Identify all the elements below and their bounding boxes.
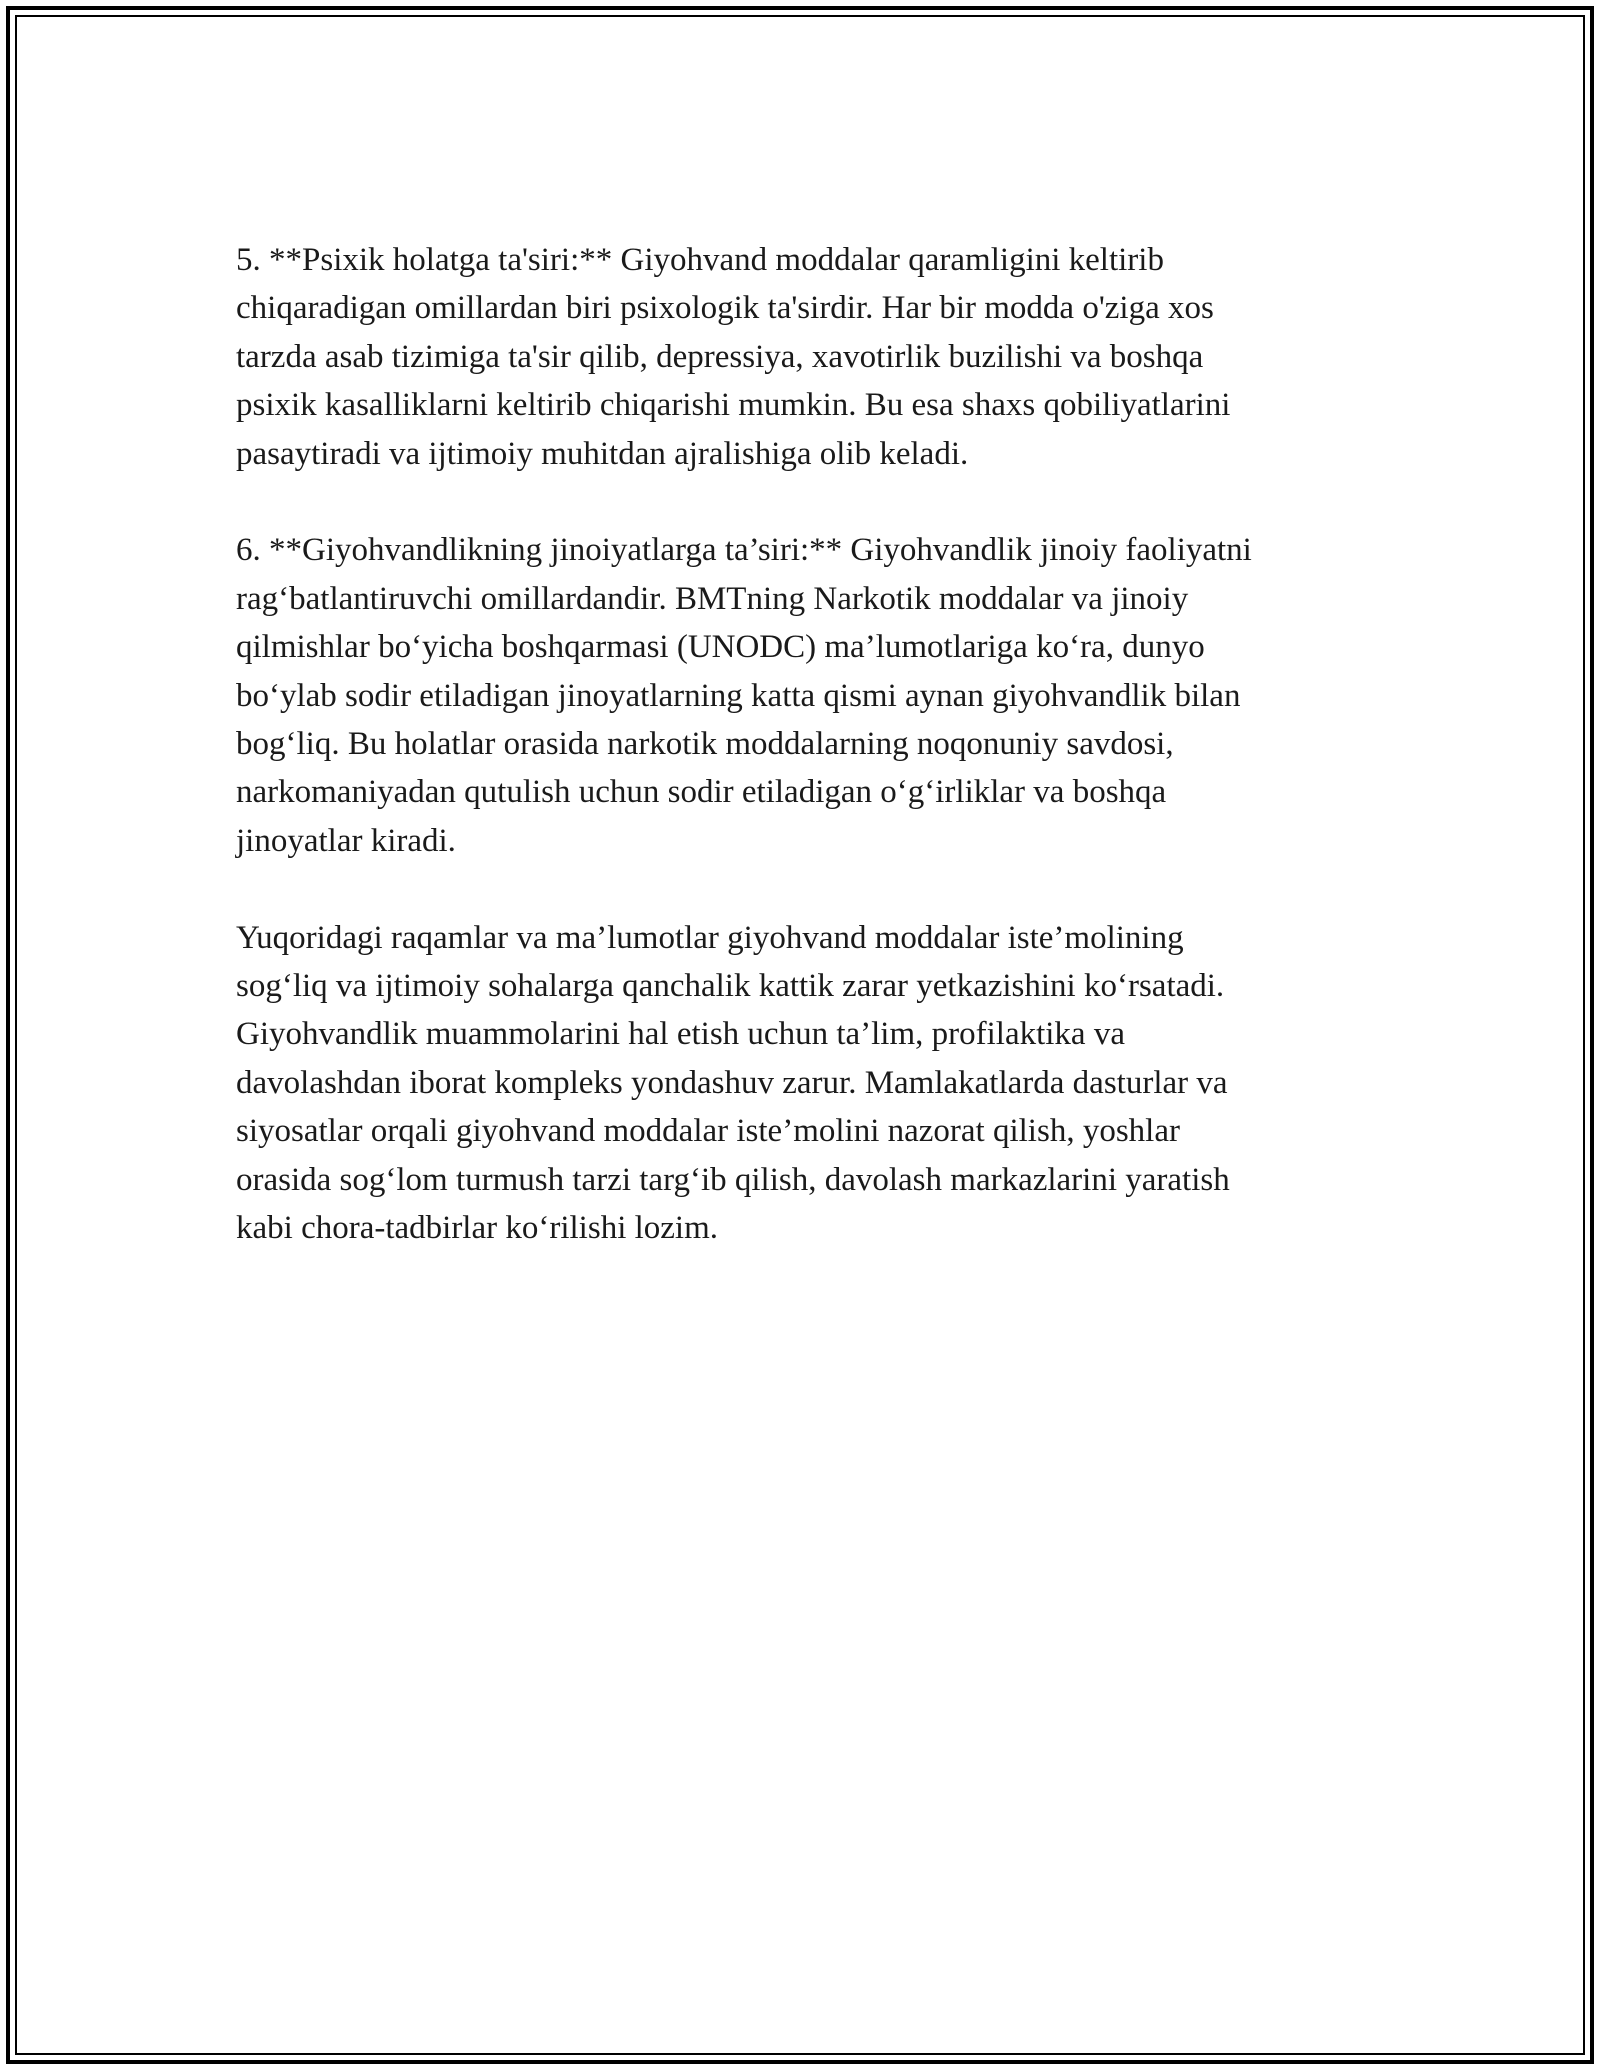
paragraph-conclusion xyxy=(236,914,1376,1253)
document-body xyxy=(236,236,1376,1301)
text-line: tarzda asab tizimiga ta'sir qilib, depressiya, xavotirlik buzilishi va boshqa xyxy=(236,338,1204,375)
text-line: rag‘batlantiruvchi omillardandir. BMTning Narkotik moddalar va jinoiy xyxy=(236,580,1189,617)
text-line: pasaytiradi va ijtimoiy muhitdan ajralishiga olib keladi. xyxy=(236,435,969,472)
text-line: bog‘liq. Bu holatlar orasida narkotik moddalarning noqonuniy savdosi, xyxy=(236,726,1174,763)
text-line: 6. **Giyohvandlikning jinoiyatlarga ta’siri:** Giyohvandlik jinoiy faoliyatni xyxy=(236,532,1252,569)
text-line: psixik kasalliklarni keltirib chiqarishi mumkin. Bu esa shaxs qobiliyatlarini xyxy=(236,387,1231,424)
text-line: 5. **Psixik holatga ta'siri:** Giyohvand moddalar qaramligini keltirib xyxy=(236,242,1164,278)
text-line: qilmishlar bo‘yicha boshqarmasi (UNODC) ma’lumotlariga ko‘ra, dunyo xyxy=(236,629,1205,666)
text-line: kabi chora-tadbirlar ko‘rilishi lozim. xyxy=(236,1210,719,1247)
text-line: Yuqoridagi raqamlar va ma’lumotlar giyohvand moddalar iste’molining xyxy=(236,919,1184,956)
text-line: siyosatlar orqali giyohvand moddalar iste’molini nazorat qilish, yoshlar xyxy=(236,1113,1180,1150)
text-line: jinoyatlar kiradi. xyxy=(236,822,456,859)
text-line: bo‘ylab sodir etiladigan jinoyatlarning katta qismi aynan giyohvandlik bilan xyxy=(236,677,1241,714)
text-line: Giyohvandlik muammolarini hal etish uchun ta’lim, profilaktika va xyxy=(236,1016,1125,1053)
text-line: chiqaradigan omillardan biri psixologik ta'sirdir. Har bir modda o'ziga xos xyxy=(236,290,1214,327)
text-line: davolashdan iborat kompleks yondashuv zarur. Mamlakatlarda dasturlar va xyxy=(236,1064,1228,1101)
text-line: narkomaniyadan qutulish uchun sodir etiladigan o‘g‘irliklar va boshqa xyxy=(236,774,1167,811)
paragraph-psychological-effect xyxy=(236,236,1376,478)
paragraph-crime-effect xyxy=(236,526,1376,865)
text-line: orasida sog‘lom turmush tarzi targ‘ib qilish, davolash markazlarini yaratish xyxy=(236,1161,1230,1198)
text-line: sog‘liq va ijtimoiy sohalarga qanchalik kattik zarar yetkazishini ko‘rsatadi. xyxy=(236,968,1225,1005)
